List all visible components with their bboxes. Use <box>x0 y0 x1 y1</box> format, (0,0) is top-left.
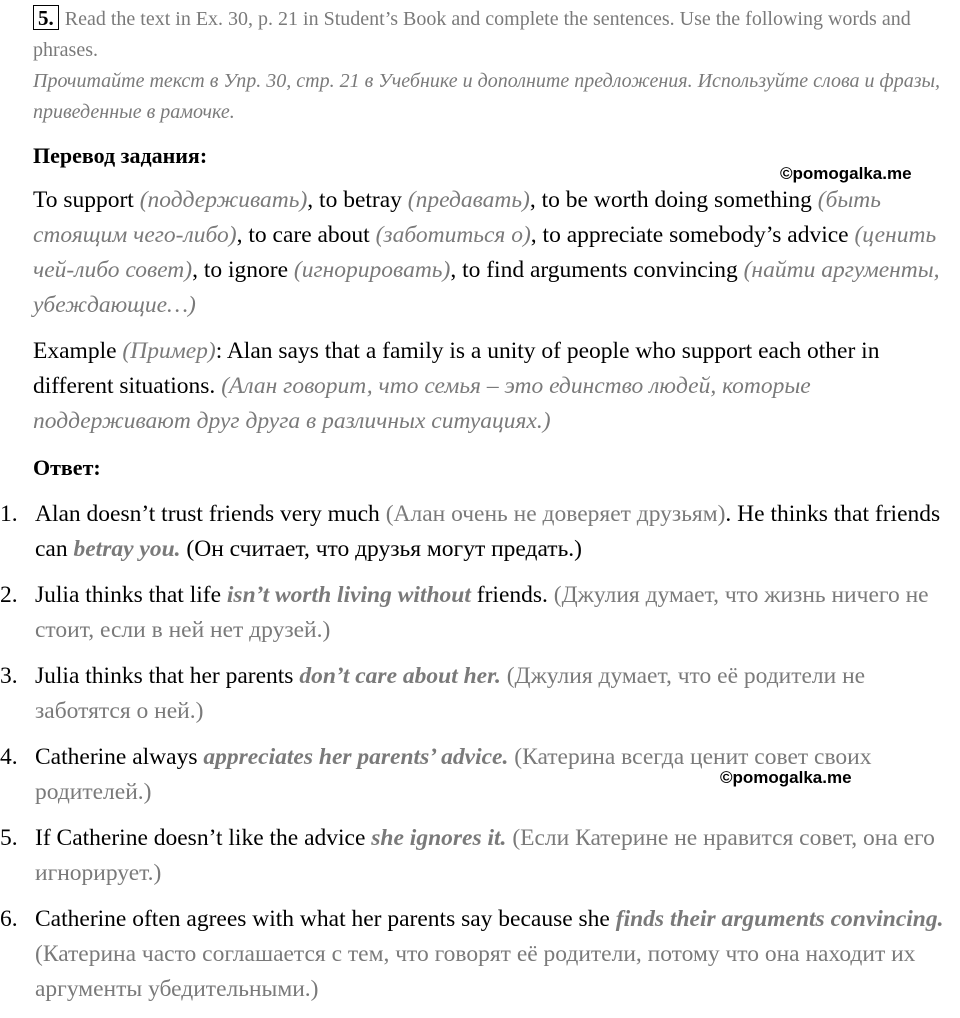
answer-text: Catherine always <box>35 744 204 770</box>
answer-highlight: don’t care about her. <box>299 663 501 689</box>
answer-text: If Catherine doesn’t like the advice <box>35 825 372 851</box>
example <box>33 334 958 439</box>
answer-item <box>0 821 955 891</box>
watermark: ©pomogalka.me <box>780 164 912 183</box>
answer-highlight: betray you. <box>73 536 181 562</box>
answer-translation: (Он считает, что друзья могут предать.) <box>180 536 582 562</box>
example-text-ru: (Алан говорит, что семья – это единство людей, которые поддерживают друг друга в различных ситуациях.) <box>33 373 811 434</box>
answer-text: friends. <box>470 582 548 608</box>
phrase-ru: (ценить чей-либо совет) <box>33 222 937 283</box>
example-label: Example <box>33 338 123 364</box>
answer-translation: (Катерина всегда ценит совет своих родителей.) <box>35 744 872 805</box>
answer-translation: (Если Катерине не нравится совет, она его игнорирует.) <box>35 825 935 886</box>
answer-translation: (Алан очень не доверяет друзьям) <box>385 501 726 527</box>
phrase-ru: (быть стоящим чего-либо) <box>33 187 881 248</box>
answer-number: 2. <box>0 582 18 608</box>
answer-item <box>0 659 955 729</box>
answer-highlight: isn’t worth living without <box>226 582 471 608</box>
answer-text: Julia thinks that her parents <box>35 663 300 689</box>
answer-list <box>0 497 960 1018</box>
answer-translation: (Джулия думает, что жизнь ничего не стоит, если в ней нет друзей.) <box>35 582 929 643</box>
task-text-ru: Прочитайте текст в Упр. 30, стр. 21 в Учебнике и дополните предложения. Используйте слова и фразы, приведенные в рамочке. <box>33 70 941 123</box>
task-instruction <box>33 4 943 128</box>
answer-translation: (Джулия думает, что её родители не заботятся о ней.) <box>35 663 866 724</box>
answer-item <box>0 578 955 648</box>
answer-text: Catherine often agrees with what her parents say because she <box>35 906 616 932</box>
phrase-separator: , <box>192 257 204 283</box>
phrase-list <box>33 183 958 323</box>
answer-heading: Ответ: <box>33 455 101 480</box>
phrase-en: To support <box>33 187 140 213</box>
phrase-en: to betray <box>319 187 408 213</box>
phrase-en: to find arguments convincing <box>462 257 744 283</box>
phrase-separator: , <box>236 222 249 248</box>
phrase-separator: , <box>450 257 463 283</box>
phrase-separator: , <box>307 187 320 213</box>
phrase-en: to ignore <box>203 257 294 283</box>
answer-translation: (Катерина часто соглашается с тем, что говорят её родители, потому что она находит их аргументы убедительными.) <box>35 941 916 1002</box>
answer-highlight: she ignores it. <box>371 825 507 851</box>
phrase-ru: (предавать) <box>407 187 530 213</box>
answer-item <box>0 902 955 1007</box>
answer-highlight: finds their arguments convincing. <box>615 906 944 932</box>
answer-highlight: appreciates her parents’ advice. <box>203 744 509 770</box>
phrase-ru: (поддерживать) <box>139 187 308 213</box>
phrase-separator: , <box>529 187 542 213</box>
answer-text: . He thinks that friends can <box>35 501 941 562</box>
phrase-ru: (игнорировать) <box>293 257 451 283</box>
phrase-en: to care about <box>248 222 376 248</box>
watermark: ©pomogalka.me <box>720 768 852 787</box>
answer-text: Alan doesn’t trust friends very much <box>35 501 386 527</box>
answer-number: 3. <box>0 663 18 689</box>
translation-heading: Перевод задания: <box>33 143 208 168</box>
answer-text: Julia thinks that life <box>35 582 227 608</box>
task-number: 5. <box>33 5 59 30</box>
phrase-ru: (найти аргументы, убеждающие…) <box>33 257 940 318</box>
phrase-ru: (заботиться о) <box>375 222 531 248</box>
answer-number: 1. <box>0 501 18 527</box>
answer-number: 4. <box>0 744 18 770</box>
phrase-en: to be worth doing something <box>541 187 818 213</box>
task-text-en: Read the text in Ex. 30, p. 21 in Student’s Book and complete the sentences. Use the following words and phrases. <box>33 8 911 61</box>
answer-item <box>0 497 955 567</box>
answer-number: 5. <box>0 825 18 851</box>
answer-number: 6. <box>0 906 18 932</box>
example-label-ru: (Пример) <box>122 338 216 364</box>
example-text-en: : Alan says that a family is a unity of people who support each other in different situations. <box>33 338 880 399</box>
phrase-en: to appreciate somebody’s advice <box>542 222 855 248</box>
phrase-separator: , <box>530 222 543 248</box>
